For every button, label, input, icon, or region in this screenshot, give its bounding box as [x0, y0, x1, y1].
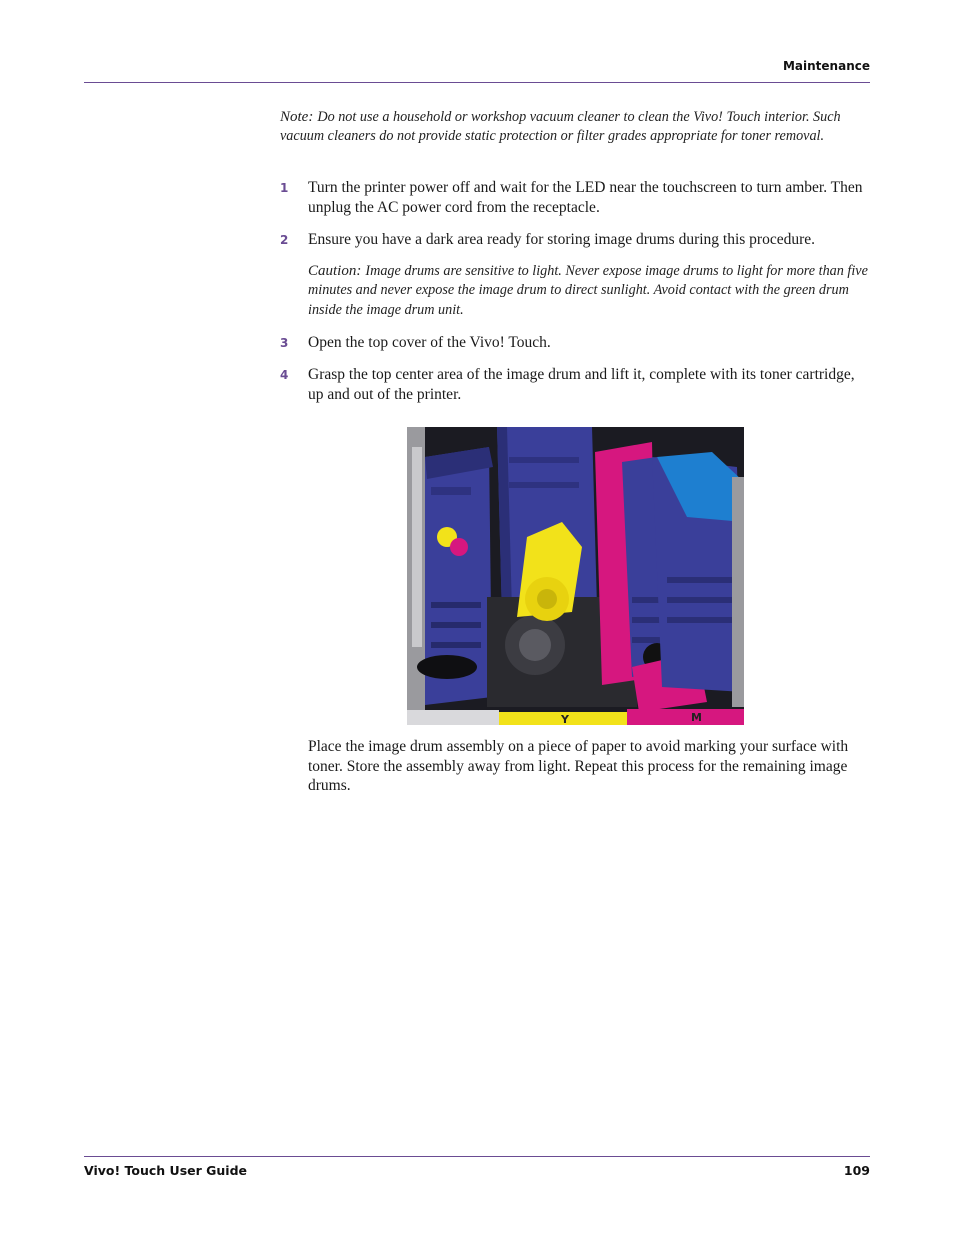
footer-title: Vivo! Touch User Guide [84, 1163, 247, 1178]
header-rule [84, 82, 870, 83]
note-label: Note: [280, 109, 314, 125]
caution-text: Image drums are sensitive to light. Never expose image drums to light for more than five minutes and never expose the image drum to direct sunlight. Avoid contact with the green drum inside the image drum unit. [308, 263, 868, 318]
image-drum-photo [407, 427, 744, 725]
step-text: Turn the printer power off and wait for the LED near the touchscreen to turn amber. Then unplug the AC power cord from the receptacle. [308, 179, 863, 216]
note-block [280, 108, 872, 147]
step-3 [280, 333, 872, 353]
magenta-label: M [691, 711, 702, 724]
page-number: 109 [843, 1163, 870, 1178]
step-2 [280, 230, 872, 250]
step-number: 4 [280, 368, 289, 382]
caution-block [308, 262, 872, 320]
caution-label: Caution: [308, 263, 362, 279]
closing-paragraph: Place the image drum assembly on a piece of paper to avoid marking your surface with toner. Store the assembly away from light. Repeat this process for the remaining image drums. [308, 738, 849, 794]
step-number: 3 [280, 336, 289, 350]
step-number: 2 [280, 233, 289, 247]
yellow-label: Y [561, 713, 569, 725]
step-text: Ensure you have a dark area ready for storing image drums during this procedure. [308, 231, 816, 248]
step-number: 1 [280, 181, 289, 195]
step-4 [280, 365, 872, 404]
footer-rule [84, 1156, 870, 1157]
step-1 [280, 178, 872, 217]
step-text: Open the top cover of the Vivo! Touch. [308, 334, 551, 351]
section-title: Maintenance [782, 59, 870, 73]
note-text: Do not use a household or workshop vacuum cleaner to clean the Vivo! Touch interior. Such vacuum cleaners do not provide static protection or filter grades appropriate for toner removal. [280, 109, 841, 145]
step-text: Grasp the top center area of the image drum and lift it, complete with its toner cartridge, up and out of the printer. [308, 366, 855, 403]
